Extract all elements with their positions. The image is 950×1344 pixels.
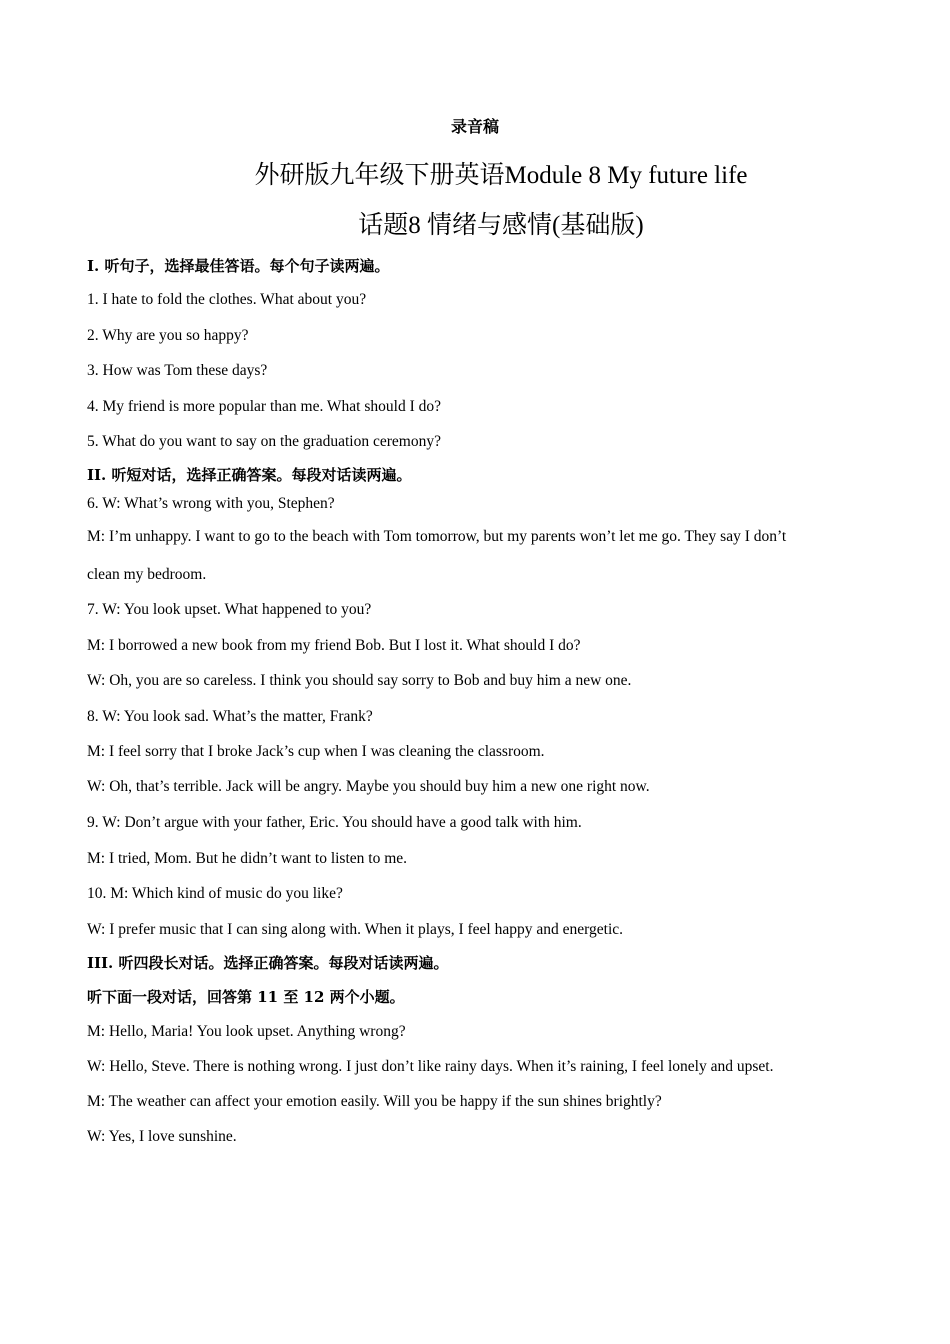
dialogue-line: M: I borrowed a new book from my friend Bob. But I lost it. What should I do? [87,637,581,654]
sentence-5: 5. What do you want to say on the graduation ceremony? [87,433,441,450]
dialogue-line: 10. M: Which kind of music do you like? [87,885,343,902]
sentence-4: 4. My friend is more popular than me. What should I do? [87,398,441,415]
dialogue-line: 8. W: You look sad. What’s the matter, Frank? [87,708,373,725]
document-title: 外研版九年级下册英语Module 8 My future life [254,162,748,189]
dialogue-line: M: Hello, Maria! You look upset. Anything wrong? [87,1023,406,1040]
dialogue-line: M: I tried, Mom. But he didn’t want to listen to me. [87,850,408,867]
section-1-heading: Ⅰ. 听句子，选择最佳答语。每个句子读两遍。 [87,257,390,275]
section-3-subheading: 听下面一段对话，回答第 11 至 12 两个小题。 [87,988,405,1006]
sentence-3: 3. How was Tom these days? [87,362,268,379]
sentence-2: 2. Why are you so happy? [87,327,249,344]
dialogue-line: 9. W: Don’t argue with your father, Eric. You should have a good talk with him. [87,814,582,831]
document-label: 录音稿 [450,117,499,136]
dialogue-line: M: I’m unhappy. I want to go to the beach with Tom tomorrow, but my parents won’t let me go. They say I don’t [87,528,787,545]
section-2-heading: II. 听短对话，选择正确答案。每段对话读两遍。 [87,466,412,484]
dialogue-line: 6. W: What’s wrong with you, Stephen? [87,495,335,512]
document-subtitle: 话题8 情绪与感情(基础版) [358,212,644,239]
dialogue-line: W: Oh, that’s terrible. Jack will be angry. Maybe you should buy him a new one right now. [87,778,650,795]
dialogue-line: W: Hello, Steve. There is nothing wrong. I just don’t like rainy days. When it’s raining, I feel lonely and upset. [87,1058,774,1075]
dialogue-line: M: I feel sorry that I broke Jack’s cup when I was cleaning the classroom. [87,743,545,760]
dialogue-line: W: Yes, I love sunshine. [87,1128,237,1145]
dialogue-line: M: The weather can affect your emotion easily. Will you be happy if the sun shines brightly? [87,1093,662,1110]
section-3-heading: III. 听四段长对话。选择正确答案。每段对话读两遍。 [87,954,449,972]
dialogue-line: W: I prefer music that I can sing along with. When it plays, I feel happy and energetic. [87,921,624,938]
dialogue-line: 7. W: You look upset. What happened to you? [87,601,372,618]
dialogue-line: W: Oh, you are so careless. I think you should say sorry to Bob and buy him a new one. [87,672,632,689]
dialogue-line: clean my bedroom. [87,566,207,583]
sentence-1: 1. I hate to fold the clothes. What about you? [87,291,367,308]
